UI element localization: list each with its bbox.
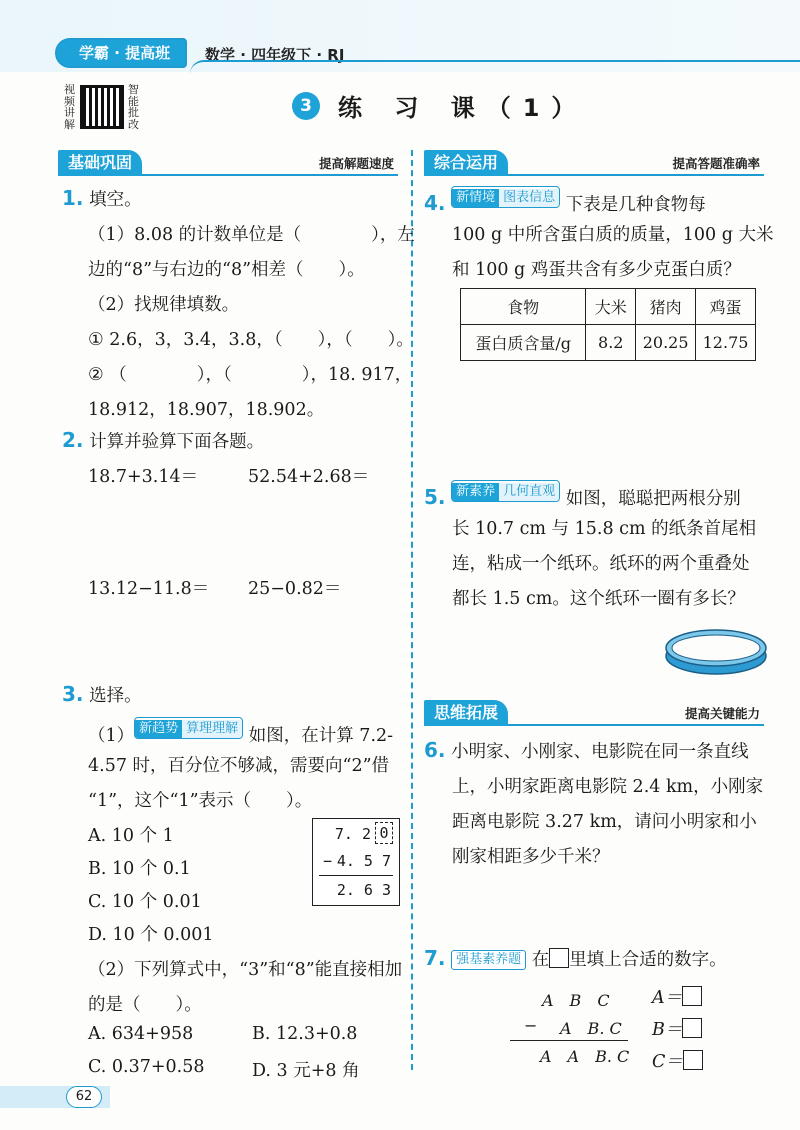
q1-line-4: ① 2.6，3，3.4，3.8，（ ），（ ）。 bbox=[88, 330, 414, 350]
q7-line-1-a: 在 bbox=[531, 950, 550, 970]
q3-part-1: （1） bbox=[88, 726, 135, 746]
q5-line-2: 长 10.7 cm 与 15.8 cm 的纸条首尾相 bbox=[452, 519, 757, 539]
table-header-cell: 鸡蛋 bbox=[696, 289, 756, 325]
q7-puzzle bbox=[506, 988, 636, 1068]
q6-line-3: 距离电影院 3.27 km，请问小明家和小 bbox=[452, 812, 757, 832]
q4-line-1 bbox=[424, 186, 706, 216]
q3-title bbox=[62, 682, 142, 707]
qr-code-icon[interactable] bbox=[80, 85, 124, 129]
q3-option-d: D. 10 个 0.001 bbox=[88, 925, 214, 945]
section-thinking bbox=[424, 700, 764, 726]
q3-option-a: A. 10 个 1 bbox=[88, 826, 174, 846]
q7-answer-b bbox=[652, 1016, 702, 1041]
section-basic-title: 基础巩固 bbox=[58, 150, 142, 176]
qr-right-text: 智能批改 bbox=[128, 83, 139, 131]
q6-line-1 bbox=[424, 738, 749, 763]
q1-title-text: 填空。 bbox=[89, 190, 142, 210]
q4-tag-b: 图表信息 bbox=[499, 189, 559, 207]
q1-line-5: ② （ ），（ ），18. 917， bbox=[88, 365, 413, 385]
q3-tag-a: 新趋势 bbox=[135, 720, 182, 738]
table-row bbox=[461, 325, 756, 361]
q3-option-c: C. 10 个 0.01 bbox=[88, 892, 202, 912]
q7-line-1-b: 里填上合适的数字。 bbox=[569, 950, 727, 970]
q4-tag-a: 新情境 bbox=[452, 189, 499, 207]
q6-line-1-text: 小明家、小刚家、电影院在同一条直线 bbox=[451, 742, 749, 762]
q2-number: 2. bbox=[62, 428, 84, 452]
q4-line-1-text: 下表是几种食物每 bbox=[565, 195, 706, 215]
answer-box-a[interactable] bbox=[682, 986, 702, 1006]
q4-line-3: 和 100 g 鸡蛋共含有多少克蛋白质？ bbox=[452, 260, 741, 280]
table-header-cell: 大米 bbox=[586, 289, 636, 325]
q3-line-1-text: 如图，在计算 7.2- bbox=[248, 726, 394, 746]
q7-operator: − bbox=[524, 1016, 538, 1035]
q3-option-2a: A. 634+958 bbox=[88, 1024, 194, 1044]
section-thinking-title: 思维拓展 bbox=[424, 700, 508, 726]
column-divider bbox=[411, 150, 413, 1070]
q1-line-2: 边的“8”与右边的“8”相差（ ）。 bbox=[88, 260, 365, 280]
q3-option-2b: B. 12.3+0.8 bbox=[252, 1024, 358, 1044]
q4-line-2: 100 g 中所含蛋白质的质量，100 g 大米 bbox=[452, 225, 774, 245]
q2-expr-2: 52.54+2.68＝ bbox=[248, 467, 370, 487]
q5-tag bbox=[451, 480, 560, 502]
q1-title bbox=[62, 186, 142, 211]
vs-dashed-box: 0 bbox=[375, 822, 393, 844]
answer-box-b[interactable] bbox=[682, 1018, 702, 1038]
lesson-title: 练 习 课（1） bbox=[338, 94, 588, 122]
section-applied-sub: 提高答题准确率 bbox=[672, 156, 760, 171]
q3-title-text: 选择。 bbox=[89, 686, 142, 706]
q3-line-4: （2）下列算式中，“3”和“8”能直接相加 bbox=[88, 960, 403, 980]
q3-number: 3. bbox=[62, 682, 84, 706]
q3-option-b: B. 10 个 0.1 bbox=[88, 859, 191, 879]
q1-line-1: （1）8.08 的计数单位是（ ），左 bbox=[88, 225, 415, 245]
q6-number: 6. bbox=[424, 738, 446, 762]
answer-box-c[interactable] bbox=[683, 1050, 703, 1070]
q3-line-1 bbox=[88, 717, 393, 747]
paper-ring-illustration bbox=[662, 620, 770, 680]
q7-line bbox=[510, 1040, 628, 1041]
q6-line-4: 刚家相距多少千米？ bbox=[452, 847, 610, 867]
q3-tag bbox=[134, 717, 243, 739]
q1-line-3: （2）找规律填数。 bbox=[88, 295, 240, 315]
vs-operator: − bbox=[323, 852, 333, 870]
q7-a-label: A＝ bbox=[652, 988, 683, 1008]
subtraction-figure bbox=[312, 818, 400, 906]
q3-line-5: 的是（ ）。 bbox=[88, 995, 202, 1015]
q6-line-2: 上，小明家距离电影院 2.4 km，小刚家 bbox=[452, 777, 764, 797]
section-basic bbox=[58, 150, 398, 176]
table-header-cell: 食物 bbox=[461, 289, 586, 325]
section-basic-sub: 提高解题速度 bbox=[318, 156, 394, 171]
table-row bbox=[461, 289, 756, 325]
q1-line-6: 18.912，18.907，18.902。 bbox=[88, 400, 325, 420]
q2-expr-4: 25−0.82＝ bbox=[248, 579, 342, 599]
vs-result: 2. 6 3 bbox=[336, 881, 391, 899]
q5-tag-a: 新素养 bbox=[452, 483, 499, 501]
table-cell: 20.25 bbox=[636, 325, 696, 361]
vs-top: 7. 2 bbox=[334, 825, 371, 843]
page-number: 62 bbox=[66, 1086, 102, 1108]
q2-expr-3: 13.12−11.8＝ bbox=[88, 579, 210, 599]
q7-row-2: A B. C bbox=[560, 1019, 622, 1038]
q7-row-1: A B C bbox=[542, 991, 610, 1010]
q7-answer-c bbox=[652, 1048, 703, 1073]
q5-line-1 bbox=[424, 480, 741, 510]
table-cell: 12.75 bbox=[696, 325, 756, 361]
q4-tag bbox=[451, 186, 560, 208]
q4-number: 4. bbox=[424, 191, 446, 215]
q7-c-label: C＝ bbox=[652, 1052, 683, 1072]
q5-number: 5. bbox=[424, 485, 446, 509]
section-applied bbox=[424, 150, 764, 176]
table-cell: 蛋白质含量/g bbox=[461, 325, 586, 361]
q2-title bbox=[62, 428, 264, 453]
lesson-number: 3 bbox=[292, 92, 320, 120]
q3-option-2d: D. 3 元+8 角 bbox=[252, 1061, 360, 1081]
table-header-cell: 猪肉 bbox=[636, 289, 696, 325]
q5-tag-b: 几何直观 bbox=[499, 483, 559, 501]
q7-b-label: B＝ bbox=[652, 1020, 683, 1040]
vs-line bbox=[319, 875, 393, 876]
subject-label: 数学 · 四年级下 · RJ bbox=[205, 46, 345, 64]
q7-row-3: A A B. C bbox=[540, 1047, 630, 1066]
q5-line-3: 连，粘成一个纸环。纸环的两个重叠处 bbox=[452, 554, 750, 574]
q7-number: 7. bbox=[424, 946, 446, 970]
section-applied-title: 综合运用 bbox=[424, 150, 508, 176]
q3-line-3: “1”，这个“1”表示（ ）。 bbox=[88, 791, 313, 811]
q2-expr-1: 18.7+3.14＝ bbox=[88, 467, 199, 487]
q7-answer-a bbox=[652, 984, 702, 1009]
table-cell: 8.2 bbox=[586, 325, 636, 361]
q7-tag: 强基素养题 bbox=[451, 950, 526, 970]
q3-tag-b: 算理理解 bbox=[182, 720, 242, 738]
vs-middle: 4. 5 7 bbox=[336, 852, 391, 870]
section-thinking-sub: 提高关键能力 bbox=[684, 706, 760, 721]
q3-option-2c: C. 0.37+0.58 bbox=[88, 1057, 205, 1077]
answer-box-icon bbox=[549, 948, 569, 968]
q5-line-1-text: 如图，聪聪把两根分别 bbox=[565, 489, 741, 509]
brand-label: 学霸 · 提高班 bbox=[55, 38, 187, 68]
food-protein-table bbox=[460, 288, 756, 361]
q7-line-1 bbox=[424, 946, 727, 971]
qr-left-text: 视频讲解 bbox=[64, 83, 75, 131]
q5-line-4: 都长 1.5 cm。这个纸环一圈有多长？ bbox=[452, 589, 745, 609]
header-curve bbox=[190, 60, 800, 74]
q1-number: 1. bbox=[62, 186, 84, 210]
q3-line-2: 4.57 时，百分位不够减，需要向“2”借 bbox=[88, 756, 390, 776]
q2-title-text: 计算并验算下面各题。 bbox=[89, 432, 265, 452]
